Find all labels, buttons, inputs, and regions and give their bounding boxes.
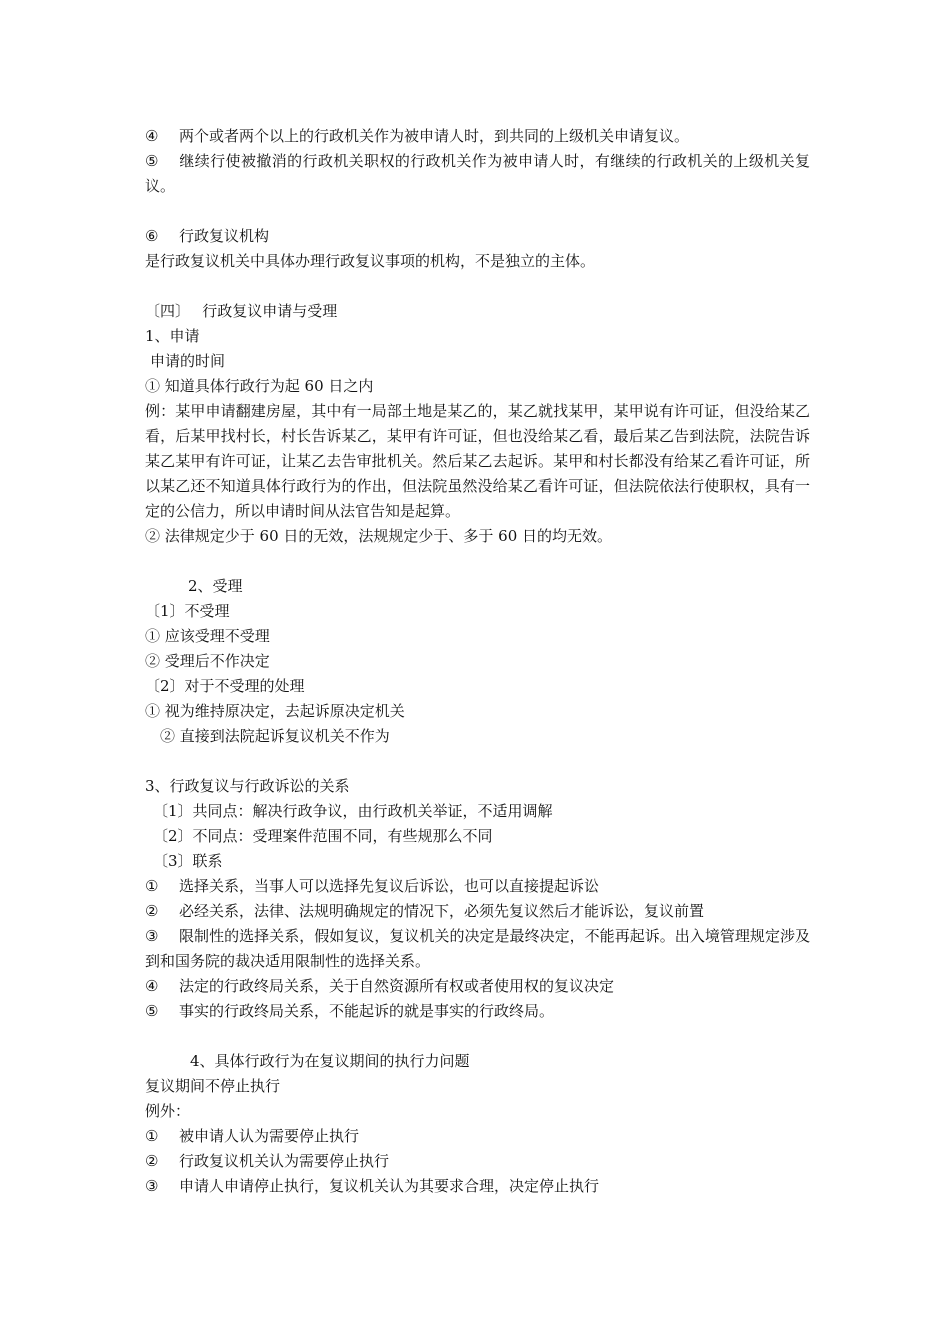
- item-number: ①: [145, 877, 159, 895]
- list-item: ② 受理后不作决定: [145, 652, 270, 670]
- item-number: ④: [145, 127, 159, 145]
- list-item: [145, 874, 810, 899]
- item-text: 行政复议机构: [179, 227, 270, 245]
- paragraph: 例外：: [145, 1102, 191, 1120]
- paragraph: 申请的时间: [150, 352, 226, 370]
- item-number: ⑤: [145, 1002, 159, 1020]
- item-number: ④: [145, 977, 159, 995]
- item-text: 继续行使被撤消的行政机关职权的行政机关作为被申请人时，有继续的行政机关的上级机关复议。: [145, 152, 810, 195]
- list-item: ① 知道具体行政行为起 60 日之内: [145, 377, 374, 395]
- item-number: ⑤: [145, 152, 159, 170]
- list-item: [145, 999, 810, 1024]
- item-number: ②: [145, 1152, 159, 1170]
- paragraph: 〔2〕对于不受理的处理: [145, 677, 305, 695]
- paragraph: 复议期间不停止执行: [145, 1077, 281, 1095]
- list-item: [145, 149, 810, 199]
- list-item: [145, 124, 810, 149]
- item-number: ③: [145, 1177, 159, 1195]
- paragraph: 是行政复议机关中具体办理行政复议事项的机构，不是独立的主体。: [145, 252, 596, 270]
- paragraph: 〔1〕共同点：解决行政争议，由行政机关举证，不适用调解: [153, 802, 553, 820]
- subsection-heading: 1、申请: [145, 327, 200, 345]
- item-number: ②: [145, 902, 159, 920]
- list-item: [145, 1174, 810, 1199]
- item-number: ③: [145, 927, 159, 945]
- list-item: ① 应该受理不受理: [145, 627, 270, 645]
- list-item: [145, 974, 810, 999]
- item-text: 事实的行政终局关系，不能起诉的就是事实的行政终局。: [179, 1002, 555, 1020]
- section-heading: 〔四〕 行政复议申请与受理: [145, 302, 338, 320]
- list-item: [145, 224, 810, 249]
- item-number: ⑥: [145, 227, 159, 245]
- paragraph: 〔3〕联系: [153, 852, 223, 870]
- item-text: 申请人申请停止执行，复议机关认为其要求合理，决定停止执行: [179, 1177, 600, 1195]
- list-item: [145, 899, 810, 924]
- subsection-heading: 3、行政复议与行政诉讼的关系: [145, 777, 350, 795]
- item-text: 限制性的选择关系，假如复议，复议机关的决定是最终决定，不能再起诉。出入境管理规定涉及到和国务院的裁决适用限制性的选择关系。: [145, 927, 810, 970]
- list-item: ② 直接到法院起诉复议机关不作为: [160, 727, 390, 745]
- item-text: 法定的行政终局关系，关于自然资源所有权或者使用权的复议决定: [179, 977, 615, 995]
- item-number: ①: [145, 1127, 159, 1145]
- subsection-heading: 2、受理: [188, 577, 243, 595]
- list-item: ② 法律规定少于 60 日的无效，法规规定少于、多于 60 日的均无效。: [145, 527, 613, 545]
- list-item: [145, 1149, 810, 1174]
- paragraph: 〔1〕不受理: [145, 602, 230, 620]
- item-text: 必经关系，法律、法规明确规定的情况下，必须先复议然后才能诉讼，复议前置: [179, 902, 705, 920]
- item-text: 被申请人认为需要停止执行: [179, 1127, 360, 1145]
- paragraph: 例：某甲申请翻建房屋，其中有一局部土地是某乙的，某乙就找某甲，某甲说有许可证，但没给某乙看，后某甲找村长，村长告诉某乙，某甲有许可证，但也没给某乙看，最后某乙告到法院，法院告诉某乙某甲有许可证，让某乙去告审批机关。然后某乙去起诉。某甲和村长都没有给某乙看许可证，所以某乙还不知道具体行政行为的作出，但法院虽然没给某乙看许可证，但法院依法行使职权，具有一定的公信力，所以申请时间从法官告知是起算。: [145, 402, 810, 520]
- item-text: 行政复议机关认为需要停止执行: [179, 1152, 390, 1170]
- paragraph: 〔2〕不同点：受理案件范围不同，有些规那么不同: [153, 827, 493, 845]
- list-item: [145, 924, 810, 974]
- list-item: ① 视为维持原决定，去起诉原决定机关: [145, 702, 405, 720]
- subsection-heading: 4、具体行政行为在复议期间的执行力问题: [190, 1052, 470, 1070]
- list-item: [145, 1124, 810, 1149]
- item-text: 选择关系，当事人可以选择先复议后诉讼，也可以直接提起诉讼: [179, 877, 600, 895]
- item-text: 两个或者两个以上的行政机关作为被申请人时，到共同的上级机关申请复议。: [179, 127, 690, 145]
- document-page: [145, 124, 810, 1199]
